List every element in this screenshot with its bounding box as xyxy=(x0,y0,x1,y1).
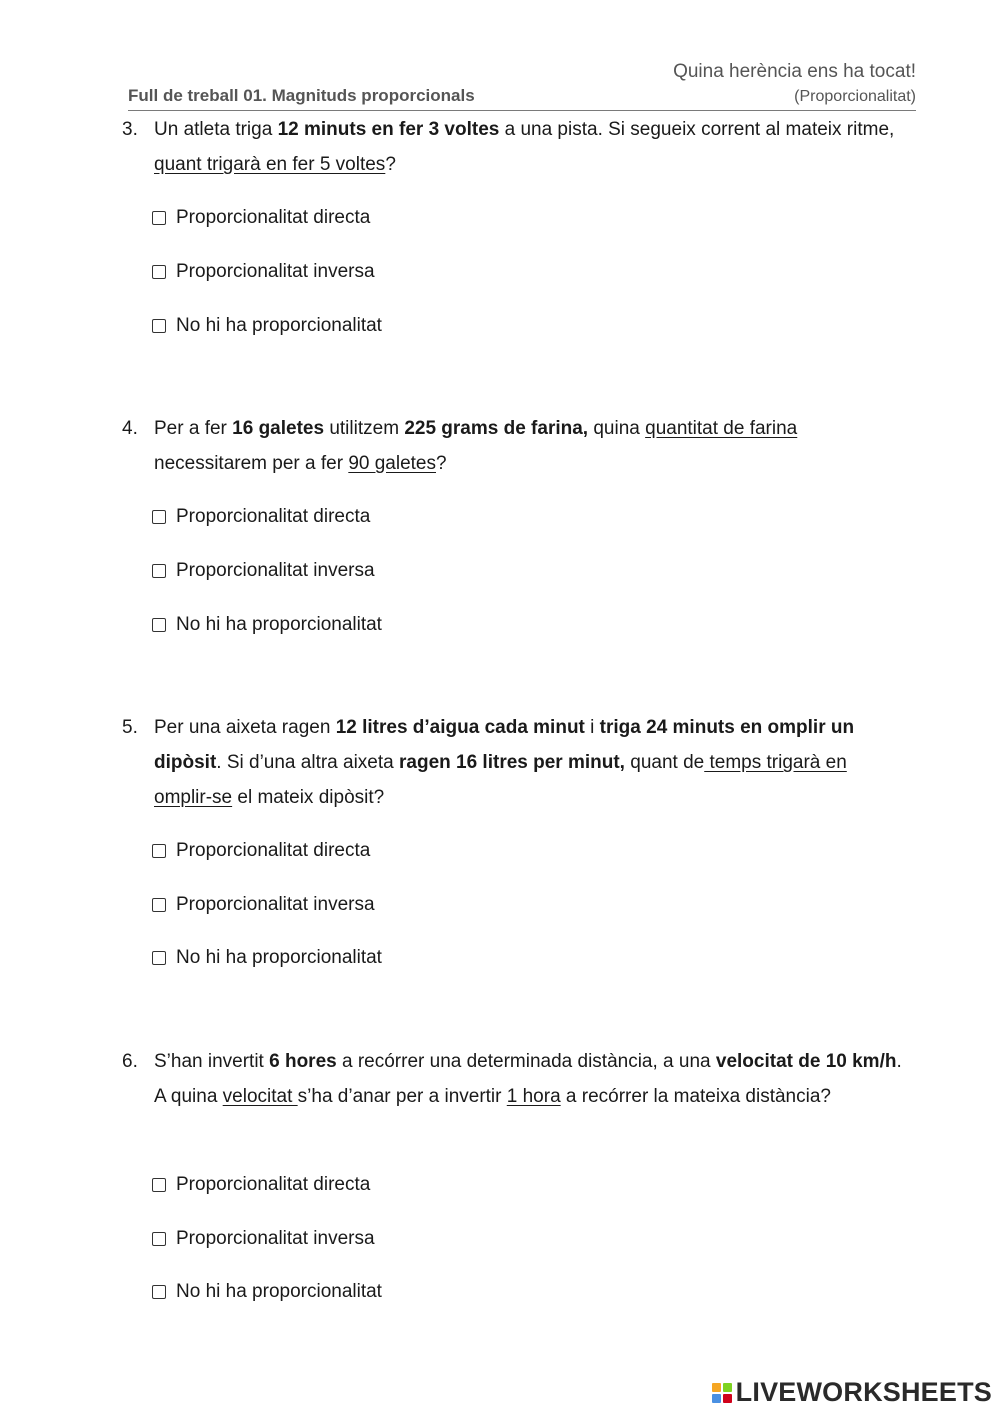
option-none[interactable] xyxy=(152,1281,382,1303)
logo-text: LIVEWORKSHEETS xyxy=(735,1377,992,1407)
option-inverse[interactable] xyxy=(152,1228,375,1250)
option-label: Proporcionalitat directa xyxy=(176,207,371,228)
checkbox-icon[interactable] xyxy=(152,898,166,912)
checkbox-icon[interactable] xyxy=(152,564,166,578)
question-text: Per a fer 16 galetes utilitzem 225 grams de farina, quina quantitat de farina necessitarem per a fer 90 galetes? xyxy=(154,418,798,474)
option-direct[interactable] xyxy=(152,1174,370,1196)
worksheet-heading: Quina herència ens ha tocat! xyxy=(673,61,916,82)
option-label: No hi ha proporcionalitat xyxy=(176,614,382,635)
question-6 xyxy=(122,1044,902,1114)
checkbox-icon[interactable] xyxy=(152,211,166,225)
question-4 xyxy=(122,411,902,481)
option-none[interactable] xyxy=(152,315,382,337)
checkbox-icon[interactable] xyxy=(152,510,166,524)
checkbox-icon[interactable] xyxy=(152,1178,166,1192)
option-label: Proporcionalitat inversa xyxy=(176,1228,375,1249)
question-text: S’han invertit 6 hores a recórrer una determinada distància, a una velocitat de 10 km/h. A quina velocitat s’ha d’anar per a invertir 1 hora a recórrer la mateixa distància? xyxy=(154,1051,902,1107)
option-none[interactable] xyxy=(152,947,382,969)
option-label: Proporcionalitat inversa xyxy=(176,560,375,581)
option-label: Proporcionalitat inversa xyxy=(176,894,375,915)
option-label: Proporcionalitat directa xyxy=(176,1174,371,1195)
page-header xyxy=(128,58,916,111)
checkbox-icon[interactable] xyxy=(152,319,166,333)
option-label: Proporcionalitat directa xyxy=(176,506,371,527)
checkbox-icon[interactable] xyxy=(152,618,166,632)
option-label: Proporcionalitat directa xyxy=(176,840,371,861)
option-inverse[interactable] xyxy=(152,261,375,283)
logo-mark-icon xyxy=(712,1383,732,1403)
option-direct[interactable] xyxy=(152,506,370,528)
logo-square-1 xyxy=(712,1383,721,1392)
checkbox-icon[interactable] xyxy=(152,844,166,858)
option-label: Proporcionalitat inversa xyxy=(176,261,375,282)
logo-square-3 xyxy=(712,1394,721,1403)
checkbox-icon[interactable] xyxy=(152,265,166,279)
checkbox-icon[interactable] xyxy=(152,1232,166,1246)
question-number: 6. xyxy=(122,1051,138,1072)
option-label: No hi ha proporcionalitat xyxy=(176,1281,382,1302)
checkbox-icon[interactable] xyxy=(152,1285,166,1299)
question-text: Per una aixeta ragen 12 litres d’aigua cada minut i triga 24 minuts en omplir un dipòsit. Si d’una altra aixeta ragen 16 litres per minut, quant de temps trigarà en omplir-se el mateix dipòsit? xyxy=(154,717,855,808)
question-text: Un atleta triga 12 minuts en fer 3 voltes a una pista. Si segueix corrent al mateix ritme, quant trigarà en fer 5 voltes? xyxy=(154,119,895,175)
logo-square-4 xyxy=(723,1394,732,1403)
question-number: 5. xyxy=(122,717,138,738)
question-number: 3. xyxy=(122,119,138,140)
option-label: No hi ha proporcionalitat xyxy=(176,315,382,336)
option-direct[interactable] xyxy=(152,840,370,862)
worksheet-subheading: (Proporcionalitat) xyxy=(794,88,916,105)
question-number: 4. xyxy=(122,418,138,439)
option-label: No hi ha proporcionalitat xyxy=(176,947,382,968)
question-5 xyxy=(122,710,902,815)
option-none[interactable] xyxy=(152,614,382,636)
checkbox-icon[interactable] xyxy=(152,951,166,965)
logo-square-2 xyxy=(723,1383,732,1392)
option-inverse[interactable] xyxy=(152,894,375,916)
option-direct[interactable] xyxy=(152,207,370,229)
worksheet-title: Full de treball 01. Magnituds proporcionals xyxy=(128,86,475,105)
liveworksheets-logo xyxy=(712,1377,992,1408)
question-3 xyxy=(122,112,902,182)
option-inverse[interactable] xyxy=(152,560,375,582)
